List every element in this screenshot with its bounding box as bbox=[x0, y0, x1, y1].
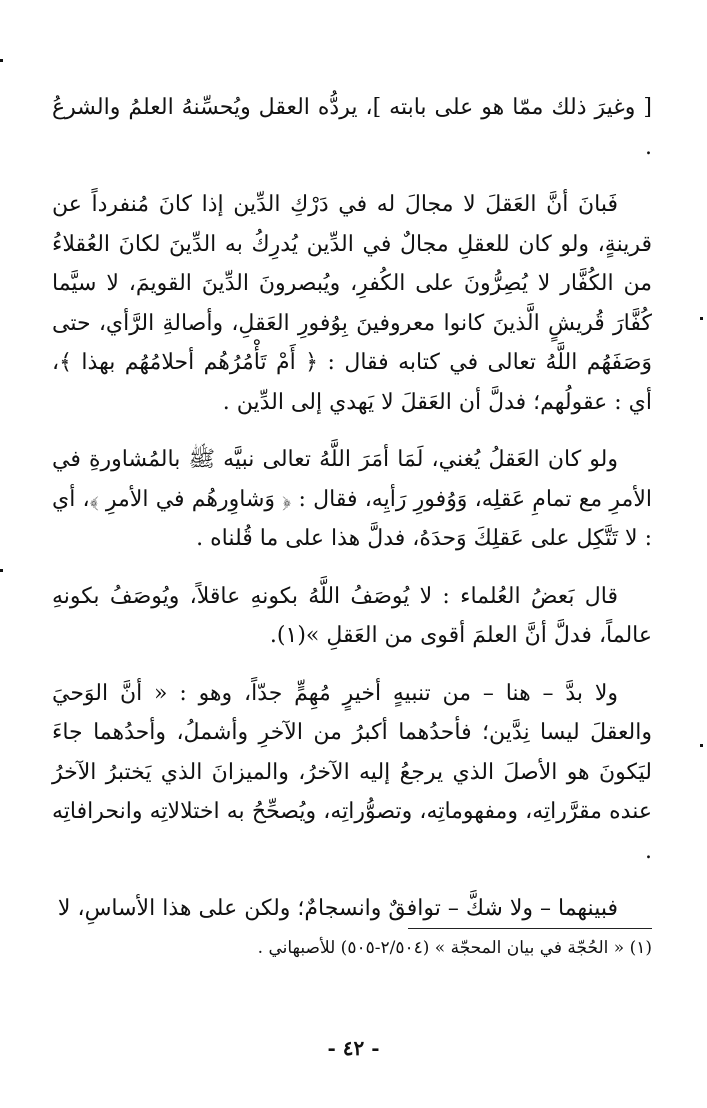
scan-edge-mark bbox=[0, 569, 3, 572]
paragraph-6: فبينهما – ولا شكَّ – توافقٌ وانسجامٌ؛ ولكن على هذا الأساسِ، لا bbox=[57, 896, 618, 921]
scan-edge-mark bbox=[700, 744, 703, 747]
footnote: (١) « الحُجّة في بيان المحجّة » (٢/٥٠٤-٥٠٥) للأصبهاني . bbox=[257, 938, 652, 958]
footnote-divider bbox=[408, 928, 652, 929]
main-text bbox=[52, 88, 652, 929]
scan-edge-mark bbox=[700, 317, 703, 320]
page-number: - ٤٢ - bbox=[327, 1036, 380, 1060]
paragraph-3: ولو كان العَقلُ يُغني، لَمَا أمَرَ اللَّهُ تعالى نبيَّه ﷺ بالمُشاورةِ في الأمرِ مع تمامِ عَقلِه، وَوُفورِ رَأيِه، فقال : ﴿ وَشاوِرهُم في الأمرِ ﴾، أي : لا تَتَّكِل على عَقلِكَ وَحدَهُ، فدلَّ هذا على ما قُلناه . bbox=[52, 447, 652, 551]
paragraph-5: ولا بدَّ – هنا – من تنبيهٍ أخيرٍ مُهِمٍّ جدّاً، وهو : « أنَّ الوَحيَ والعقلَ ليسا نِدَّين؛ فأحدُهما أكبرُ من الآخرِ وأشملُ، وأحدُهما جاءَ ليَكونَ هو الأصلَ الذي يرجعُ إليه الآخرُ، والميزانَ الذي يَختبرُ الآخرُ عنده مقرَّراتِه، ومفهوماتِه، وتصوُّراتِه، ويُصحِّحُ به اختلالاتِه وانحرافاتِه . bbox=[52, 680, 652, 864]
paragraph-1: [ وغيرَ ذلك ممّا هو على بابته ]، يردُّه العقل ويُحسِّنهُ العلمُ والشرعُ . bbox=[52, 95, 652, 160]
paragraph-2: فَبانَ أنَّ العَقلَ لا مجالَ له في دَرْكِ الدِّين إذا كانَ مُنفرداً عن قرينةٍ، ولو كان للعقلِ مجالٌ في الدِّين يُدرِكُ به الدِّينَ لكانَ العُقلاءُ من الكُفَّار لا يُصِرُّونَ على الكُفرِ، ويُبصرونَ الدِّينَ القويمَ، لا سيَّما كُفَّارَ قُريشٍ الَّذينَ كانوا معروفينَ بِوُفورِ العَقلِ، وأصالةِ الرَّأي، حتى وَصَفَهُم اللَّهُ تعالى في كتابه فقال : ﴿ أَمْ تَأْمُرُهُم أحلامُهُم بهذا ﴾، أي : عقولُهم؛ فدلَّ أن العَقلَ لا يَهدي إلى الدِّين . bbox=[52, 192, 652, 415]
paragraph-4: قال بَعضُ العُلماء : لا يُوصَفُ اللَّهُ بكونهِ عاقلاً، ويُوصَفُ بكونهِ عالماً، فدلَّ أنَّ العلمَ أقوى من العَقلِ »(١). bbox=[52, 583, 652, 648]
scan-edge-mark bbox=[0, 59, 3, 62]
